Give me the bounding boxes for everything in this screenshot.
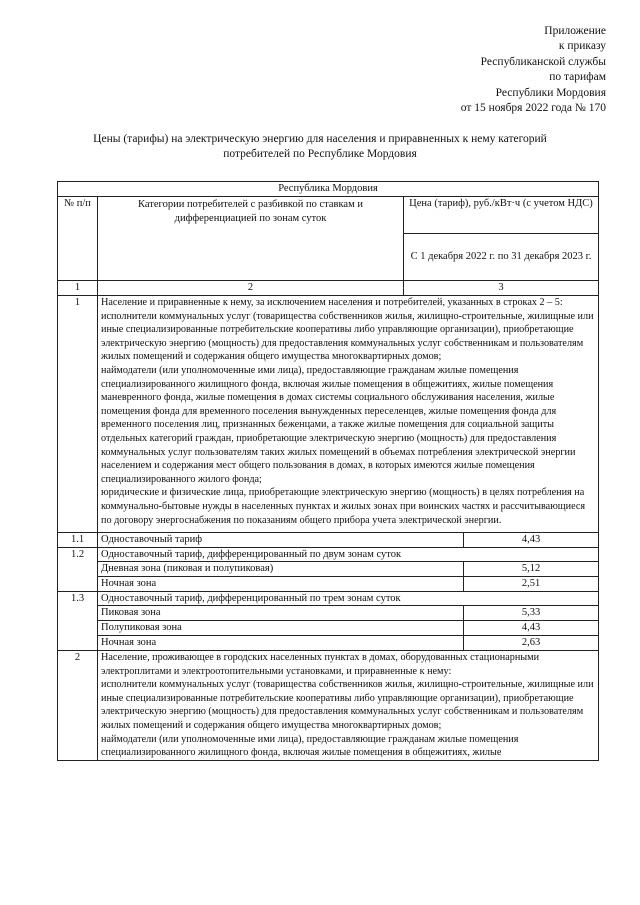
- row-1-2-zone-label: Ночная зона: [98, 577, 464, 592]
- header-period: С 1 декабря 2022 г. по 31 декабря 2023 г.: [404, 234, 599, 281]
- row-1-1-label: Одноставочный тариф: [98, 533, 464, 548]
- row-1-3-zone-label: Ночная зона: [98, 636, 464, 651]
- row-1-3-zone-value: 2,63: [464, 636, 599, 651]
- row-2-paragraph: исполнители коммунальных услуг (товарищества собственников жилья, жилищно-строительные, жилищные или иные специализированные потребительские кооперативы либо управляющие организации), приобретающие электрическую энергию (мощность) для предоставления коммунальных услуг собственникам и пользователям жилых помещений и содержания общего имущества многоквартирных домов;: [101, 679, 594, 732]
- appendix-line: Республики Мордовия: [495, 86, 606, 99]
- row-1-3-label: Одноставочный тариф, дифференцированный по трем зонам суток: [98, 592, 599, 606]
- col-number-3: 3: [404, 281, 599, 296]
- row-1-3-num: 1.3: [58, 592, 98, 651]
- row-2-paragraph: Население, проживающее в городских населенных пунктах в домах, оборудованных стационарными электроплитами и электроотопительными установками, и приравненные к нему:: [101, 652, 540, 677]
- row-1-2-zone-value: 2,51: [464, 577, 599, 592]
- row-1-3-zone-label: Пиковая зона: [98, 606, 464, 621]
- row-1-3-zone-label: Полупиковая зона: [98, 621, 464, 636]
- row-1-3-zone-value: 5,33: [464, 606, 599, 621]
- tariff-table: [57, 181, 599, 761]
- header-category: Категории потребителей с разбивкой по ставкам и дифференциацией по зонам суток: [98, 197, 404, 281]
- col-number-1: 1: [58, 281, 98, 296]
- row-2-description: [98, 651, 599, 761]
- row-1-num: 1: [58, 296, 98, 533]
- appendix-line: от 15 ноября 2022 года № 170: [460, 102, 606, 115]
- row-2-paragraph: наймодатели (или уполномоченные ими лица), предоставляющие гражданам жилые помещения специализированного жилищного фонда, включая жилые помещения в общежитиях, жилые: [101, 733, 519, 759]
- row-1-1-value: 4,43: [464, 533, 599, 548]
- row-1-paragraph: юридические и физические лица, приобретающие электрическую энергию (мощность) в целях потребления на коммунально-бытовые нужды в населенных пунктах и жилых зонах при воинских частях и рассчитывающиеся по договору энергоснабжения по показаниям общего прибора учета электрической энергии.: [101, 487, 586, 526]
- row-1-paragraph: Население и приравненные к нему, за исключением населения и потребителей, указанных в строках 2 – 5:: [101, 297, 563, 308]
- row-1-2-zone-value: 5,12: [464, 562, 599, 577]
- row-1-3-zone-value: 4,43: [464, 621, 599, 636]
- row-1-2-zone-label: Дневная зона (пиковая и полупиковая): [98, 562, 464, 577]
- row-1-2-num: 1.2: [58, 548, 98, 592]
- appendix-line: по тарифам: [549, 71, 606, 84]
- row-1-paragraph: наймодатели (или уполномоченные ими лица), предоставляющие гражданам жилые помещения специализированного жилищного фонда, включая жилые помещения в общежитиях, жилые помещения маневренного фонда, жилые помещения в домах системы социального обслуживания населения, жилые помещения фонда для временного поселения вынужденных переселенцев, жилые помещения фонда для временного поселения лиц, признанных беженцами, а также жилые помещения для социальной защиты отдельных категорий граждан, приобретающие электрическую энергию (мощность) для предоставления коммунальных услуг пользователям таких жилых помещений в объемах потребления электрической энергии населением и содержания мест общего пользования в домах, в которых имеются жилые помещения специализированного жилого фонда;: [101, 364, 576, 485]
- title-line-1: Цены (тарифы) на электрическую энергию для населения и приравненных к нему категорий: [93, 133, 547, 145]
- row-1-1-num: 1.1: [58, 533, 98, 548]
- header-price: Цена (тариф), руб./кВт·ч (с учетом НДС): [404, 197, 599, 234]
- appendix-block: [461, 24, 606, 116]
- region-header: Республика Мордовия: [58, 182, 599, 197]
- appendix-line: Приложение: [544, 25, 606, 37]
- document-title: [70, 132, 570, 162]
- appendix-line: к приказу: [558, 40, 606, 53]
- appendix-line: Республиканской службы: [480, 55, 606, 68]
- title-line-2: потребителей по Республике Мордовия: [223, 148, 417, 160]
- row-1-description: [98, 296, 599, 533]
- row-1-2-label: Одноставочный тариф, дифференцированный по двум зонам суток: [98, 548, 599, 562]
- header-num: № п/п: [58, 197, 98, 281]
- col-number-2: 2: [98, 281, 404, 296]
- row-1-paragraph: исполнители коммунальных услуг (товарищества собственников жилья, жилищно-строительные, жилищные или иные специализированные потребительские кооперативы либо управляющие организации), приобретающие электрическую энергию (мощность) для предоставления коммунальных услуг собственникам и пользователям жилых помещений и содержания общего имущества многоквартирных домов;: [101, 310, 594, 363]
- row-2-num: 2: [58, 651, 98, 761]
